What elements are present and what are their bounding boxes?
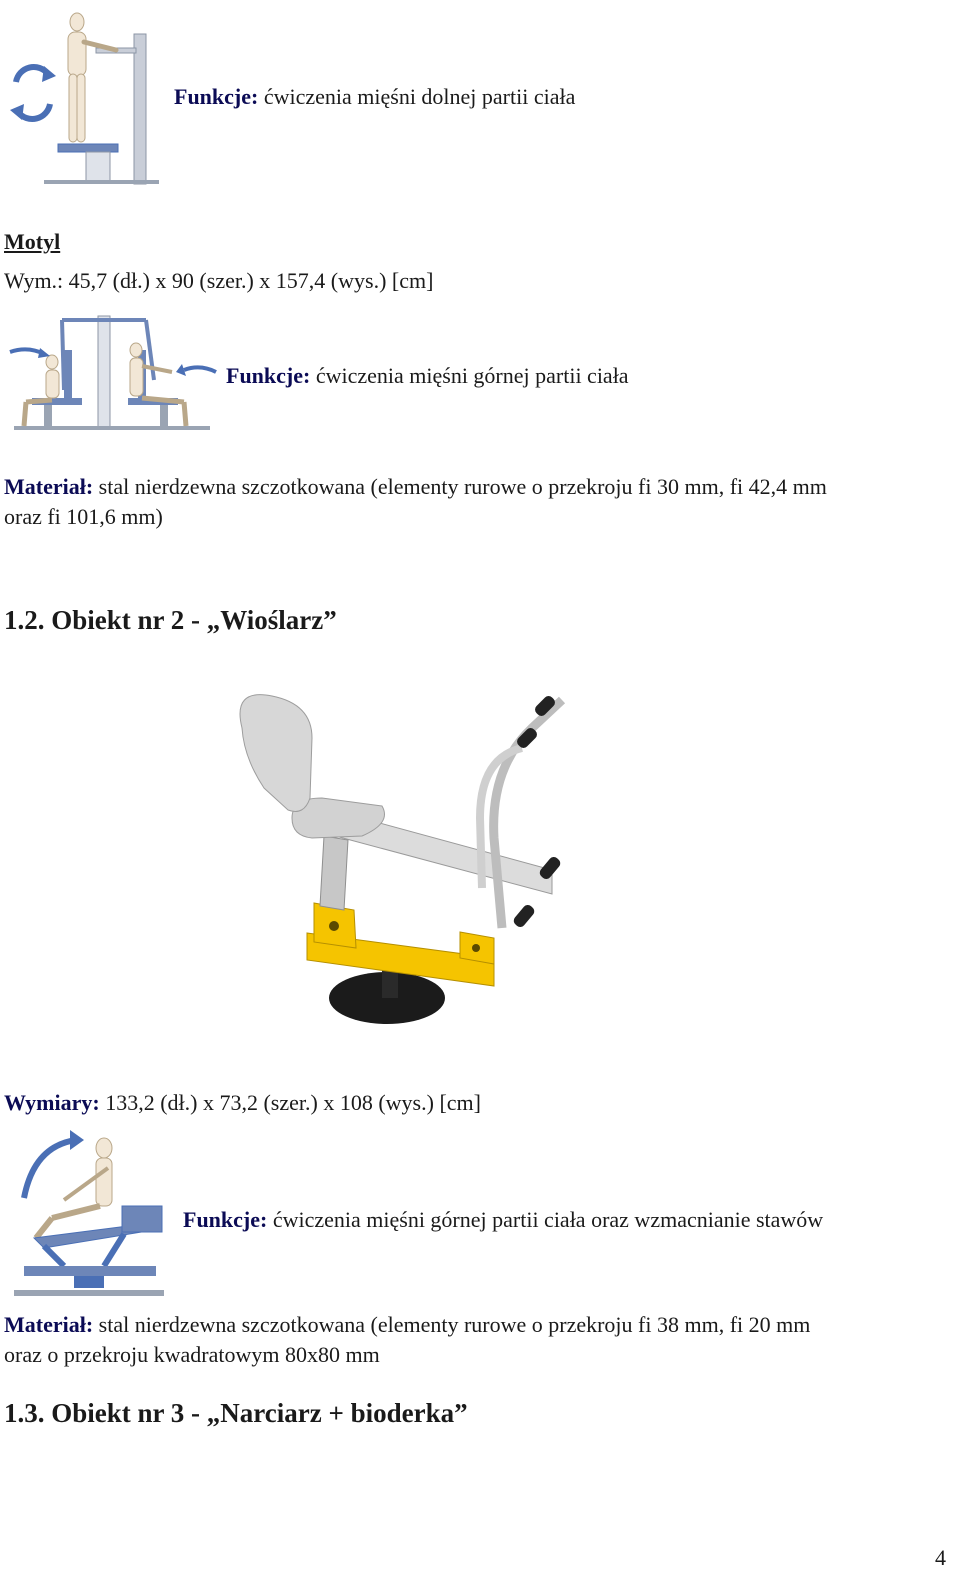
dimensions-text: 133,2 (dł.) x 73,2 (szer.) x 108 (wys.) [cm]: [99, 1090, 481, 1115]
section-heading-wioslarz: 1.2. Obiekt nr 2 - „Wioślarz”: [4, 605, 337, 635]
functions-line-wioslarz: [183, 1207, 823, 1233]
functions-text: ćwiczenia mięśni górnej partii ciała oraz wzmacnianie stawów: [267, 1207, 824, 1232]
functions-line-lower-body: [174, 84, 575, 110]
functions-label: Funkcje:: [183, 1207, 268, 1232]
material-line-motyl-2: oraz fi 101,6 mm): [4, 504, 163, 529]
material-line-wioslarz-1: [4, 1312, 810, 1338]
functions-label: Funkcje:: [174, 84, 259, 109]
dimensions-line-wioslarz: [4, 1090, 481, 1116]
material-line-wioslarz-2: oraz o przekroju kwadratowym 80x80 mm: [4, 1342, 380, 1367]
material-text: stal nierdzewna szczotkowana (elementy rurowe o przekroju fi 30 mm, fi 42,4 mm: [93, 474, 827, 499]
material-label: Materiał:: [4, 474, 94, 499]
rowing-pictogram-icon: [4, 1126, 174, 1302]
section-heading-narciarz: 1.3. Obiekt nr 3 - „Narciarz + bioderka”: [4, 1398, 468, 1428]
functions-text: ćwiczenia mięśni górnej partii ciała: [310, 363, 629, 388]
dimensions-label: Wymiary:: [4, 1090, 100, 1115]
material-text: stal nierdzewna szczotkowana (elementy rurowe o przekroju fi 38 mm, fi 20 mm: [93, 1312, 811, 1337]
motyl-dimensions: Wym.: 45,7 (dł.) x 90 (szer.) x 157,4 (wys.) [cm]: [4, 268, 434, 293]
material-line-motyl-1: [4, 474, 827, 500]
motyl-title: Motyl: [4, 229, 61, 254]
leg-press-pictogram-icon: [4, 4, 166, 186]
material-label: Materiał:: [4, 1312, 94, 1337]
page-number: 4: [935, 1545, 946, 1570]
functions-text: ćwiczenia mięśni dolnej partii ciała: [258, 84, 576, 109]
butterfly-machine-pictogram-icon: [4, 310, 218, 434]
functions-label: Funkcje:: [226, 363, 311, 388]
rowing-machine-photo: [232, 648, 570, 1040]
functions-line-motyl: [226, 363, 629, 389]
